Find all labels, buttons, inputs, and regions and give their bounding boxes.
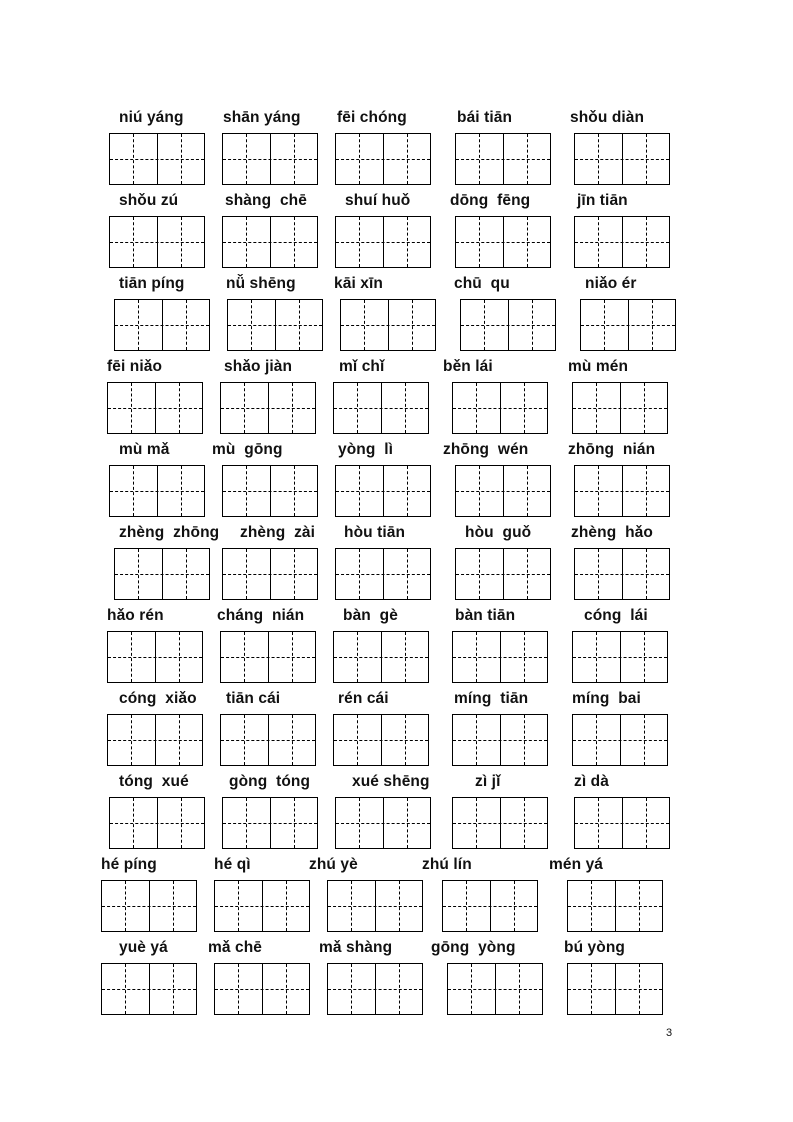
pinyin-label: cháng nián [217, 607, 305, 624]
writing-grid[interactable] [452, 631, 548, 683]
pinyin-label: niú yáng [119, 109, 184, 126]
writing-grid[interactable] [447, 963, 543, 1015]
writing-grid[interactable] [460, 299, 556, 351]
word-item [431, 939, 567, 1019]
word-item [109, 109, 229, 189]
word-item [212, 441, 342, 521]
dashed-guide [448, 989, 542, 990]
writing-grid[interactable] [574, 133, 670, 185]
writing-grid[interactable] [335, 465, 431, 517]
word-item [101, 856, 221, 936]
dashed-guide [102, 989, 196, 990]
dashed-guide [221, 657, 315, 658]
pinyin-label: chū qu [454, 275, 510, 292]
dashed-guide [223, 159, 317, 160]
dashed-guide [456, 242, 550, 243]
pinyin-label: mén yá [549, 856, 604, 873]
writing-grid[interactable] [574, 548, 670, 600]
writing-grid[interactable] [214, 963, 310, 1015]
writing-grid[interactable] [452, 797, 548, 849]
writing-grid[interactable] [220, 631, 316, 683]
word-item [109, 441, 229, 521]
pinyin-label: niǎo ér [585, 275, 637, 292]
word-item [222, 524, 342, 604]
word-item [333, 607, 453, 687]
writing-grid[interactable] [455, 548, 551, 600]
word-item [335, 524, 455, 604]
dashed-guide [221, 740, 315, 741]
pinyin-label: cóng lái [584, 607, 648, 624]
dashed-guide [328, 989, 422, 990]
writing-grid[interactable] [327, 963, 423, 1015]
dashed-guide [456, 159, 550, 160]
word-item [217, 607, 340, 687]
writing-grid[interactable] [222, 133, 318, 185]
dashed-guide [115, 574, 209, 575]
dashed-guide [336, 574, 430, 575]
pinyin-label: hé qì [214, 856, 251, 873]
writing-grid[interactable] [107, 631, 203, 683]
dashed-guide [575, 159, 669, 160]
writing-grid[interactable] [335, 133, 431, 185]
writing-grid[interactable] [340, 299, 436, 351]
word-item [568, 441, 694, 521]
word-item [572, 690, 692, 770]
dashed-guide [110, 491, 204, 492]
writing-grid[interactable] [222, 797, 318, 849]
word-item [335, 773, 455, 853]
dashed-guide [575, 574, 669, 575]
dashed-guide [575, 823, 669, 824]
writing-grid[interactable] [574, 797, 670, 849]
word-item [452, 607, 572, 687]
word-item [222, 192, 342, 272]
pinyin-label: shǎo jiàn [224, 358, 293, 375]
writing-grid[interactable] [567, 880, 663, 932]
word-item [114, 275, 234, 355]
pinyin-label: zhú yè [309, 856, 358, 873]
writing-grid[interactable] [101, 963, 197, 1015]
dashed-guide [110, 242, 204, 243]
dashed-guide [336, 159, 430, 160]
dashed-guide [110, 823, 204, 824]
dashed-guide [461, 325, 555, 326]
word-item [572, 607, 692, 687]
word-item [220, 690, 340, 770]
pinyin-label: běn lái [443, 358, 493, 375]
dashed-guide [215, 989, 309, 990]
writing-grid[interactable] [442, 880, 538, 932]
writing-grid[interactable] [455, 465, 551, 517]
word-item [107, 607, 227, 687]
word-item [571, 524, 694, 604]
writing-grid[interactable] [572, 714, 668, 766]
pinyin-label: zì jǐ [475, 773, 501, 790]
writing-grid[interactable] [222, 465, 318, 517]
pinyin-label: míng bai [572, 690, 641, 707]
pinyin-label: zhèng hǎo [571, 524, 653, 541]
word-item [208, 939, 334, 1019]
pinyin-label: rén cái [338, 690, 389, 707]
word-item [452, 773, 572, 853]
dashed-guide [575, 491, 669, 492]
writing-grid[interactable] [333, 382, 429, 434]
pinyin-label: dōng fēng [450, 192, 531, 209]
word-item [452, 690, 572, 770]
writing-grid[interactable] [574, 465, 670, 517]
writing-grid[interactable] [335, 216, 431, 268]
writing-grid[interactable] [220, 714, 316, 766]
writing-grid[interactable] [452, 382, 548, 434]
word-item [335, 441, 455, 521]
dashed-guide [453, 823, 547, 824]
pinyin-label: zhú lín [422, 856, 472, 873]
pinyin-label: tiān cái [226, 690, 281, 707]
writing-grid[interactable] [114, 299, 210, 351]
dashed-guide [456, 574, 550, 575]
dashed-guide [443, 906, 537, 907]
dashed-guide [573, 408, 667, 409]
word-item [564, 939, 687, 1019]
writing-grid[interactable] [107, 714, 203, 766]
dashed-guide [334, 657, 428, 658]
dashed-guide [336, 242, 430, 243]
dashed-guide [568, 906, 662, 907]
writing-grid[interactable] [220, 382, 316, 434]
pinyin-label: yòng lì [338, 441, 394, 458]
pinyin-label: mǐ chǐ [339, 358, 385, 375]
word-item [107, 690, 227, 770]
dashed-guide [341, 325, 435, 326]
page-number: 3 [666, 1027, 673, 1039]
pinyin-label: shān yáng [223, 109, 301, 126]
writing-grid[interactable] [101, 880, 197, 932]
writing-grid[interactable] [452, 714, 548, 766]
word-item [334, 275, 460, 355]
pinyin-label: hé píng [101, 856, 157, 873]
pinyin-label: shǒu diàn [570, 109, 645, 126]
pinyin-label: xué shēng [352, 773, 430, 790]
word-item [455, 109, 575, 189]
word-item [114, 524, 234, 604]
word-item [107, 358, 227, 438]
word-item [333, 358, 453, 438]
writing-grid[interactable] [455, 216, 551, 268]
pinyin-label: jīn tiān [577, 192, 628, 209]
dashed-guide [102, 906, 196, 907]
pinyin-label: bú yòng [564, 939, 625, 956]
pinyin-label: bàn gè [343, 607, 398, 624]
writing-grid[interactable] [335, 548, 431, 600]
pinyin-label: bái tiān [457, 109, 513, 126]
dashed-guide [453, 657, 547, 658]
dashed-guide [115, 325, 209, 326]
dashed-guide [221, 408, 315, 409]
writing-grid[interactable] [572, 631, 668, 683]
writing-grid[interactable] [109, 216, 205, 268]
writing-grid[interactable] [109, 133, 205, 185]
writing-grid[interactable] [333, 631, 429, 683]
pinyin-label: hòu tiān [344, 524, 406, 541]
pinyin-label: fēi niǎo [107, 358, 163, 375]
dashed-guide [456, 491, 550, 492]
pinyin-label: míng tiān [454, 690, 529, 707]
word-item [443, 358, 572, 438]
pinyin-label: bàn tiān [455, 607, 516, 624]
pinyin-label: mù mén [568, 358, 629, 375]
word-item [335, 192, 455, 272]
word-item [580, 275, 700, 355]
dashed-guide [223, 242, 317, 243]
word-item [455, 524, 575, 604]
writing-grid[interactable] [107, 382, 203, 434]
writing-grid[interactable] [455, 133, 551, 185]
word-item [568, 358, 692, 438]
dashed-guide [573, 657, 667, 658]
pinyin-label: zhōng wén [443, 441, 529, 458]
pinyin-label: hǎo rén [107, 607, 164, 624]
pinyin-label: zì dà [574, 773, 609, 790]
word-item [222, 109, 342, 189]
dashed-guide [228, 325, 322, 326]
dashed-guide [110, 159, 204, 160]
pinyin-label: shǒu zú [119, 192, 179, 209]
writing-grid[interactable] [109, 465, 205, 517]
writing-grid[interactable] [114, 548, 210, 600]
word-item [227, 275, 347, 355]
dashed-guide [223, 823, 317, 824]
word-item [319, 939, 447, 1019]
word-item [574, 773, 694, 853]
pinyin-label: mǎ chē [208, 939, 263, 956]
pinyin-label: cóng xiǎo [119, 690, 197, 707]
pinyin-label: zhèng zhōng [119, 524, 220, 541]
word-item [335, 109, 455, 189]
word-item [450, 192, 575, 272]
pinyin-label: nǚ shēng [226, 275, 296, 292]
dashed-guide [568, 989, 662, 990]
word-item [454, 275, 580, 355]
word-item [443, 441, 575, 521]
dashed-guide [328, 906, 422, 907]
dashed-guide [108, 740, 202, 741]
dashed-guide [573, 740, 667, 741]
pinyin-label: gòng tóng [229, 773, 311, 790]
word-item [333, 690, 453, 770]
writing-grid[interactable] [327, 880, 423, 932]
dashed-guide [108, 657, 202, 658]
pinyin-label: fēi chóng [337, 109, 407, 126]
dashed-guide [336, 823, 430, 824]
pinyin-label: shuí huǒ [345, 192, 411, 209]
word-item [101, 939, 221, 1019]
dashed-guide [453, 408, 547, 409]
pinyin-label: zhōng nián [568, 441, 656, 458]
writing-grid[interactable] [214, 880, 310, 932]
dashed-guide [223, 574, 317, 575]
writing-grid[interactable] [222, 216, 318, 268]
pinyin-label: tiān píng [119, 275, 185, 292]
pinyin-label: shàng chē [225, 192, 307, 209]
word-item [109, 192, 229, 272]
pinyin-label: zhèng zài [240, 524, 316, 541]
dashed-guide [581, 325, 675, 326]
word-item [220, 358, 340, 438]
dashed-guide [453, 740, 547, 741]
dashed-guide [336, 491, 430, 492]
dashed-guide [215, 906, 309, 907]
dashed-guide [334, 740, 428, 741]
writing-grid[interactable] [567, 963, 663, 1015]
dashed-guide [223, 491, 317, 492]
writing-grid[interactable] [227, 299, 323, 351]
pinyin-label: mǎ shàng [319, 939, 393, 956]
writing-grid[interactable] [335, 797, 431, 849]
dashed-guide [108, 408, 202, 409]
pinyin-label: kāi xīn [334, 275, 383, 292]
word-item [570, 109, 694, 189]
pinyin-label: hòu guǒ [465, 524, 532, 541]
writing-grid[interactable] [333, 714, 429, 766]
pinyin-label: mù mǎ [119, 441, 170, 458]
word-item [549, 856, 687, 936]
word-item [222, 773, 342, 853]
writing-grid[interactable] [574, 216, 670, 268]
writing-grid[interactable] [109, 797, 205, 849]
dashed-guide [575, 242, 669, 243]
pinyin-label: gōng yòng [431, 939, 516, 956]
word-item [574, 192, 694, 272]
writing-grid[interactable] [572, 382, 668, 434]
pinyin-label: tóng xué [119, 773, 189, 790]
dashed-guide [334, 408, 428, 409]
pinyin-label: mù gōng [212, 441, 283, 458]
pinyin-label: yuè yá [119, 939, 168, 956]
word-item [109, 773, 229, 853]
writing-grid[interactable] [580, 299, 676, 351]
writing-grid[interactable] [222, 548, 318, 600]
word-item [422, 856, 562, 936]
